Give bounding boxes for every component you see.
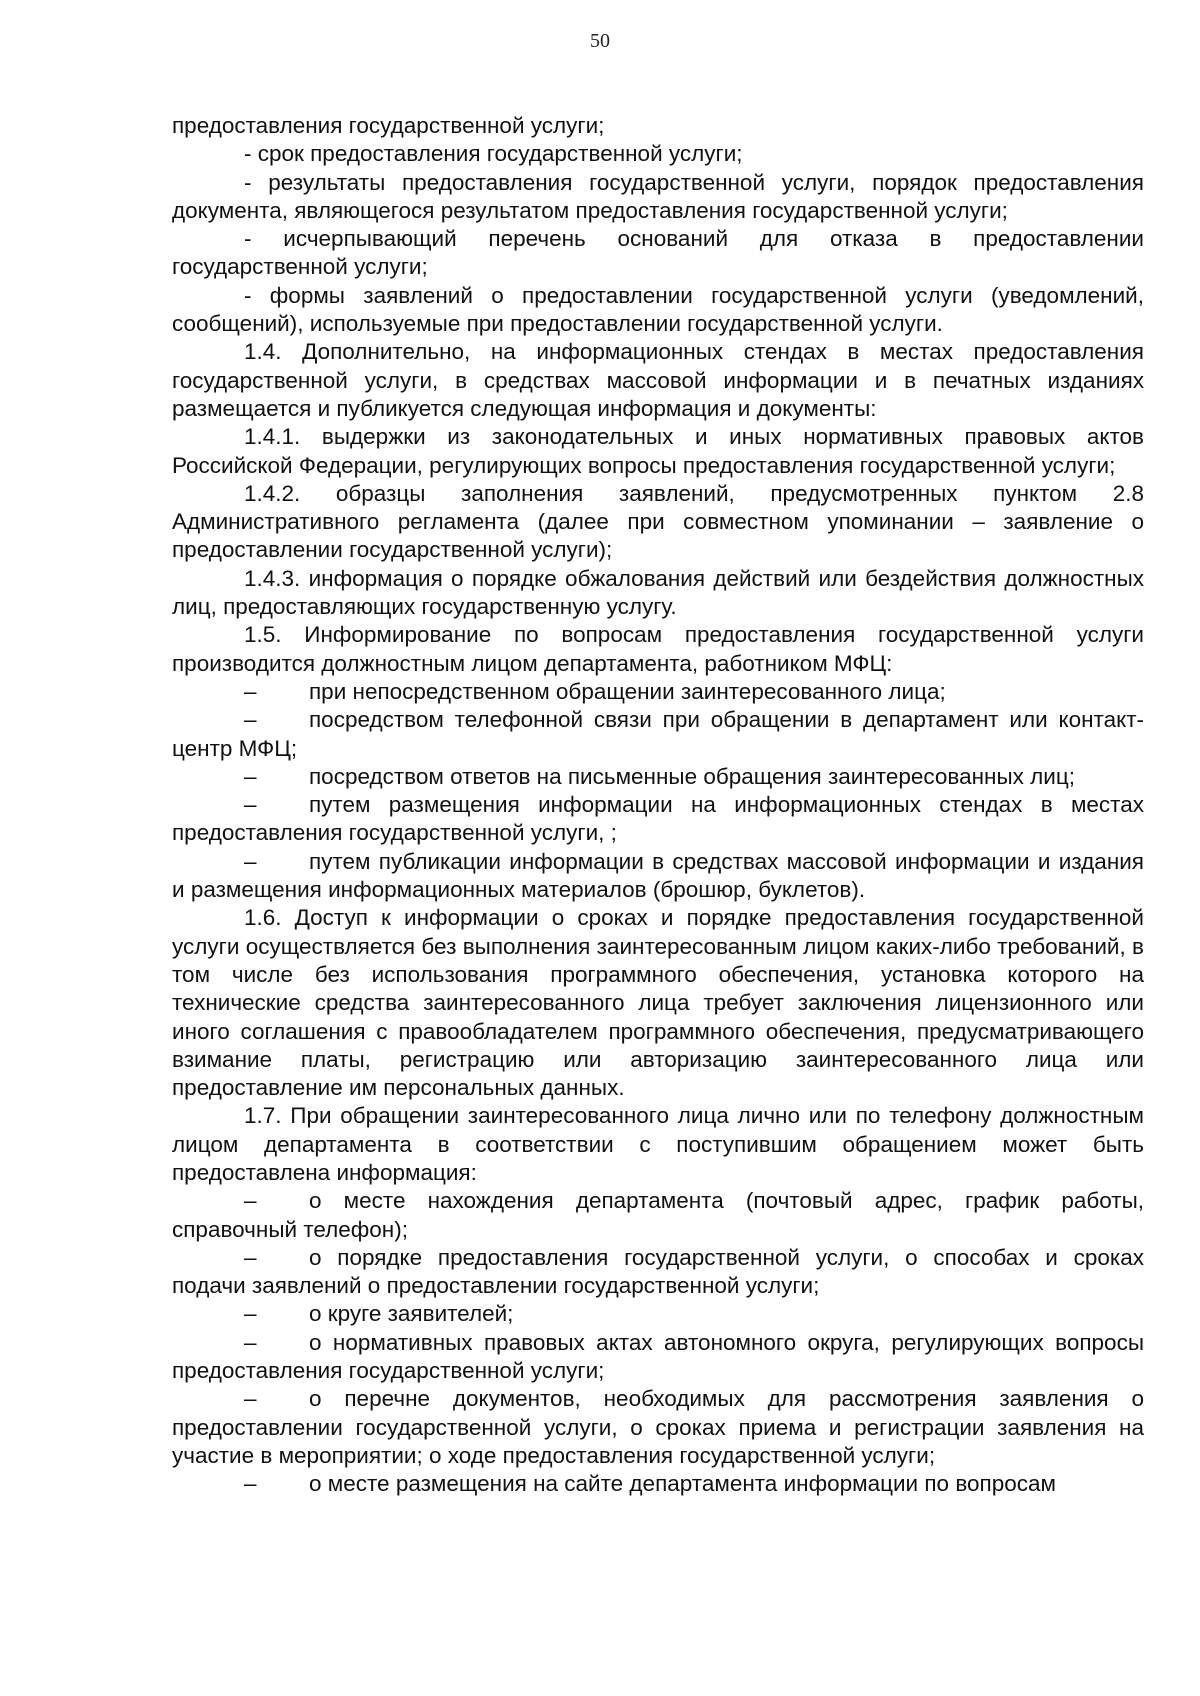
dash-marker: – xyxy=(244,1188,257,1214)
dash-list-item xyxy=(172,791,1144,848)
dash-list-item xyxy=(172,706,1144,763)
dash-marker: – xyxy=(244,1329,257,1355)
dash-list-item xyxy=(172,1300,1144,1328)
list-item-text: о месте нахождения департамента (почтовый адрес, график работы, справочный телефон); xyxy=(172,1188,1144,1242)
list-item-text: путем публикации информации в средствах массовой информации и издания и размещения информационных материалов (брошюр, буклетов). xyxy=(172,848,1144,903)
paragraph: - исчерпывающий перечень оснований для отказа в предоставлении государственной услуги; xyxy=(172,226,1144,280)
dash-list-item xyxy=(172,848,1144,905)
list-item-text: о порядке предоставления государственной услуги, о способах и сроках подачи заявлений о предоставлении государственной услуги; xyxy=(172,1244,1144,1299)
dash-list-item xyxy=(172,763,1144,791)
dash-list-item xyxy=(172,1244,1144,1301)
paragraph: 1.6. Доступ к информации о сроках и порядке предоставления государственной услуги осуществляется без выполнения заинтересованным лицом каких-либо требований, в том числе без использования программного обеспечения, установка которого на технические средства заинтересованного лица требует заключения лицензионного или иного соглашения с правообладателем программного обеспечения, предусматривающего взимание платы, регистрацию или авторизацию заинтересованного лица или предоставление им персональных данных. xyxy=(172,905,1144,1101)
paragraph: 1.4. Дополнительно, на информационных стендах в местах предоставления государственной услуги, в средствах массовой информации и в печатных изданиях размещается и публикуется следующая информация и документы: xyxy=(172,339,1144,421)
paragraph: 1.4.3. информация о порядке обжалования действий или бездействия должностных лиц, предоставляющих государственную услугу. xyxy=(172,565,1144,620)
paragraph: предоставления государственной услуги; xyxy=(172,113,605,138)
list-item-text: путем размещения информации на информационных стендах в местах предоставления государственной услуги, ; xyxy=(172,792,1144,846)
dash-marker: – xyxy=(244,1471,257,1497)
dash-list-item xyxy=(172,1329,1144,1386)
paragraph: - формы заявлений о предоставлении государственной услуги (уведомлений, сообщений), используемые при предоставлении государственной услуги. xyxy=(172,282,1144,337)
paragraph: - результаты предоставления государственной услуги, порядок предоставления документа, являющегося результатом предоставления государственной услуги; xyxy=(172,169,1144,223)
list-item-text: о перечне документов, необходимых для рассмотрения заявления о предоставлении государственной услуги, о сроках приема и регистрации заявления на участие в мероприятии; о ходе предоставления государственной услуги; xyxy=(172,1386,1144,1468)
list-item-text: при непосредственном обращении заинтересованного лица; xyxy=(309,678,946,704)
paragraph: 1.7. При обращении заинтересованного лица лично или по телефону должностным лицом департамента в соответствии с поступившим обращением может быть предоставлена информация: xyxy=(172,1103,1144,1185)
page-number: 50 xyxy=(590,30,610,52)
dash-list-item xyxy=(172,1187,1144,1244)
list-item-text: посредством телефонной связи при обращении в департамент или контакт-центр МФЦ; xyxy=(172,707,1144,761)
paragraph: 1.4.2. образцы заполнения заявлений, предусмотренных пунктом 2.8 Административного регламента (далее при совместном упоминании – заявление о предоставлении государственной услуги); xyxy=(172,480,1144,563)
list-item-text: о нормативных правовых актах автономного округа, регулирующих вопросы предоставления государственной услуги; xyxy=(172,1329,1144,1384)
dash-marker: – xyxy=(244,848,257,874)
dash-marker: – xyxy=(244,1386,257,1412)
list-item-text: о месте размещения на сайте департамента информации по вопросам xyxy=(309,1471,1056,1497)
list-item-text: о круге заявителей; xyxy=(309,1301,514,1327)
list-item-text: посредством ответов на письменные обращения заинтересованных лиц; xyxy=(309,763,1075,789)
dash-marker: – xyxy=(244,792,257,818)
dash-list-item xyxy=(172,1470,1144,1498)
dash-marker: – xyxy=(244,678,257,704)
dash-list-item xyxy=(172,1385,1144,1470)
paragraph: 1.5. Информирование по вопросам предоставления государственной услуги производится должностным лицом департамента, работником МФЦ: xyxy=(172,622,1144,676)
document-body xyxy=(172,112,1144,1499)
dash-marker: – xyxy=(244,1244,257,1270)
dash-marker: – xyxy=(244,707,257,733)
dash-marker: – xyxy=(244,1301,257,1327)
dash-list-item xyxy=(172,678,1144,706)
dash-marker: – xyxy=(244,763,257,789)
paragraph: 1.4.1. выдержки из законодательных и иных нормативных правовых актов Российской Федерации, регулирующих вопросы предоставления государственной услуги; xyxy=(172,424,1144,478)
paragraph: - срок предоставления государственной услуги; xyxy=(244,141,743,167)
